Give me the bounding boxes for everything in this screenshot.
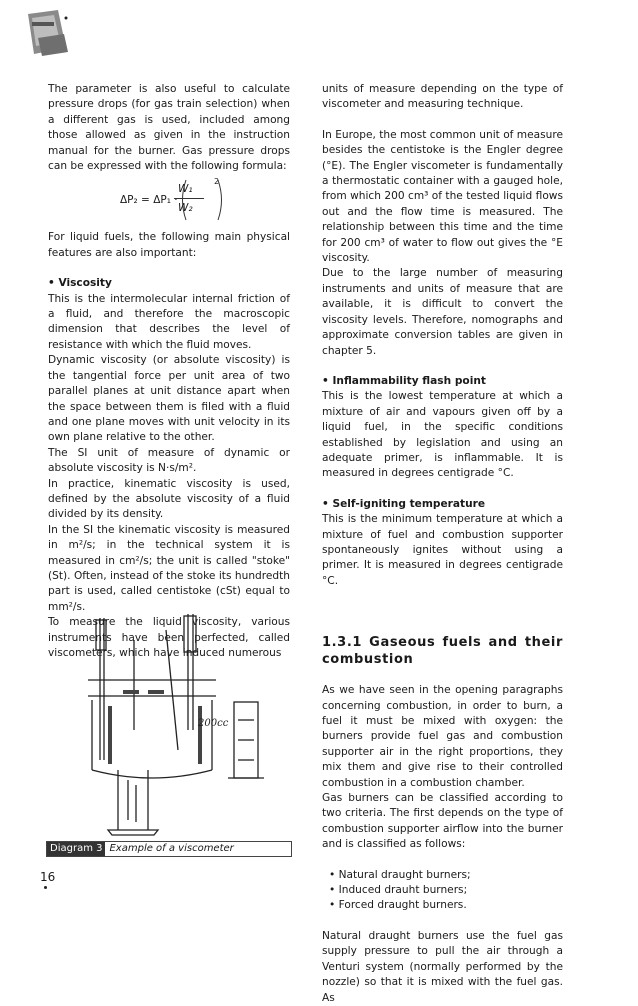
section-paragraph-3: Natural draught burners use the fuel gas supply pressure to pull the air through a Venturi system (normally performed by the nozzle) so that it is mixed with the fuel gas. As [322,929,563,1004]
burner-types-list [322,868,563,914]
caption-text: Example of a viscometer [109,843,234,854]
list-item: • Natural draught burners; [329,868,471,881]
formula-lhs: ΔP₂ = ΔP₁ · [120,194,178,207]
page-number: 16 [40,870,56,884]
right-column [322,82,563,1006]
formula-numerator: W₁ [178,183,193,196]
intro-paragraph: The parameter is also useful to calculate pressure drops (for gas train selection) when a different gas is used, included among those allowed as given in the instruction manual for the burner. Gas pressure drops can be expressed with the following formula: [48,83,290,173]
self-igniting-heading: • Self-igniting temperature [322,497,486,510]
viscometer-illustration [48,610,290,838]
viscosity-paragraph-5: In the SI the kinematic viscosity is measured in m²/s; in the technical system it is measured in cm²/s; the unit is called "stoke" (St). Often, instead of the stoke its hundredth part is used, called centistoke (cSt) equal to mm²/s. [48,523,290,613]
viscosity-paragraph-3: The SI unit of measure of dynamic or absolute viscosity is N·s/m². [48,446,290,475]
left-column [48,82,290,661]
flash-point-paragraph: This is the lowest temperature at which a mixture of air and vapours given off by a liquid fuel, in the specific conditions established by legislation and using an adequate primer, is inflammable. It is measured in degrees centigrade °C. [322,390,563,480]
viscosity-paragraph-1: This is the intermolecular internal friction of a fluid, and therefore the macroscopic dimension that describes the level of resistance with which the fluid moves. [48,292,290,351]
conversion-paragraph: Due to the large number of measuring instruments and units of measure that are available, it is difficult to convert the viscosity levels. Therefore, nomographs and approximate conversion tables are given in chapter 5. [322,267,563,357]
page-dot [44,886,47,889]
beaker-label: 200cc [198,718,229,729]
liquid-fuels-paragraph: For liquid fuels, the following main physical features are also important: [48,231,290,259]
list-item: • Forced draught burners. [329,899,467,912]
engler-paragraph: In Europe, the most common unit of measure besides the centistoke is the Engler degree (°E). The Engler viscometer is fundamentally a thermostatic container with a gauged hole, from which 200 cm³ of the tested liquid flows out and the flow time is measured. The relationship between this time and the time for 200 cm³ of water to flow out gives the °E viscosity. [322,128,563,265]
section-title: 1.3.1 Gaseous fuels and their combustion [322,635,563,668]
pressure-drop-formula [48,174,290,230]
section-paragraph-2: Gas burners can be classified according to two criteria. The first depends on the type of combustion supporter airflow into the burner and is classified as follows: [322,792,563,851]
diagram-caption [46,841,292,857]
viscosity-heading: • Viscosity [48,277,112,290]
formula-exponent: 2 [214,177,220,187]
viscosity-paragraph-6: To measure the liquid viscosity, various instruments have been perfected, called viscometers, which have induced numerous [48,616,290,659]
viscosity-paragraph-2: Dynamic viscosity (or absolute viscosity) is the tangential force per unit area of two parallel planes at unit distance apart when the space between them is filed with a fluid and one plane moves with unit velocity in its own plane relative to the other. [48,354,290,444]
viscosity-paragraph-4: In practice, kinematic viscosity is used, defined by the absolute viscosity of a fluid divided by its density. [48,477,290,521]
caption-tag: Diagram 3 [47,842,105,856]
section-paragraph-1: As we have seen in the opening paragraphs concerning combustion, in order to burn, a fuel it must be mixed with oxygen: the burners provide fuel gas and combustion supporter air in the right proportions, they mix them and give rise to their controlled combustion in a combustion chamber. [322,684,563,789]
right-paren-icon [204,178,238,222]
brand-logo-icon [24,8,72,58]
fraction-bar [174,198,204,199]
self-igniting-paragraph: This is the minimum temperature at which a mixture of fuel and combustion supporter spontaneously ignites without using a primer. It is measured in degrees centigrade °C. [322,513,563,587]
list-item: • Induced drauht burners; [329,884,468,897]
flash-point-heading: • Inflammability flash point [322,374,486,387]
formula-denominator: W₂ [178,202,193,215]
units-paragraph: units of measure depending on the type of viscometer and measuring technique. [322,83,563,111]
